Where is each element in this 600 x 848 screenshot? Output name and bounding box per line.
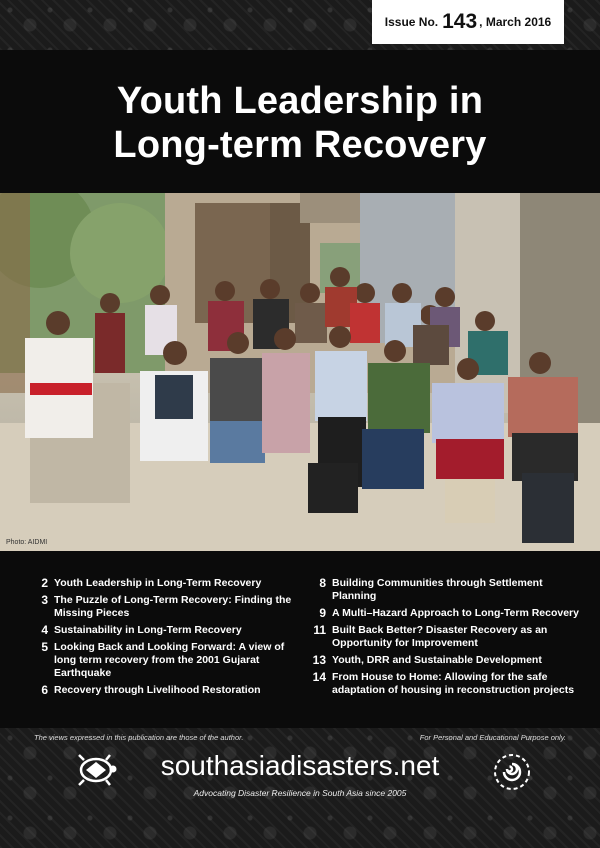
toc-item[interactable] (32, 624, 294, 637)
toc-page-number: 13 (312, 653, 326, 667)
toc-page-number: 2 (41, 576, 48, 590)
disclaimer-views: The views expressed in this publication are those of the author. (34, 733, 244, 742)
toc-article-title: Youth Leadership in Long-Term Recovery (54, 577, 262, 589)
toc-page-number: 6 (41, 683, 48, 697)
table-of-contents (0, 551, 600, 728)
spiral-sun-logo-icon (492, 752, 532, 797)
tagline: Advocating Disaster Resilience in South Asia since 2005 (193, 788, 407, 798)
toc-item[interactable] (32, 684, 294, 697)
toc-right-column (310, 577, 580, 701)
toc-item[interactable] (32, 577, 294, 590)
toc-left-column (32, 577, 294, 701)
toc-item[interactable] (32, 594, 294, 620)
toc-article-title: A Multi–Hazard Approach to Long-Term Recovery (332, 607, 579, 619)
issue-date: , March 2016 (479, 15, 552, 29)
toc-item[interactable] (310, 577, 580, 603)
toc-item[interactable] (310, 654, 580, 667)
photo-credit: Photo: AIDMI (6, 539, 48, 546)
toc-article-title: From House to Home: Allowing for the safe adaptation of housing in reconstruction projects (332, 671, 575, 696)
issue-prefix: Issue No. (384, 15, 439, 29)
toc-article-title: The Puzzle of Long-Term Recovery: Finding the Missing Pieces (54, 594, 292, 619)
toc-item[interactable] (310, 671, 580, 697)
toc-page-number: 3 (41, 593, 48, 607)
toc-page-number: 5 (41, 640, 48, 654)
toc-item[interactable] (310, 607, 580, 620)
toc-article-title: Built Back Better? Disaster Recovery as an Opportunity for Improvement (332, 624, 548, 649)
toc-article-title: Sustainability in Long-Term Recovery (54, 624, 242, 636)
toc-page-number: 4 (41, 623, 48, 637)
issue-label (372, 0, 564, 44)
toc-item[interactable] (310, 624, 580, 650)
cover-title (0, 79, 600, 167)
toc-page-number: 14 (312, 670, 326, 684)
toc-item[interactable] (32, 641, 294, 680)
website-name[interactable]: southasiadisasters.net (160, 750, 440, 781)
disclaimer-purpose: For Personal and Educational Purpose only. (419, 733, 566, 742)
cover-title-line-2: Long-term Recovery (113, 124, 487, 166)
toc-article-title: Recovery through Livelihood Restoration (54, 684, 261, 696)
title-panel (0, 50, 600, 193)
cover-title-line-1: Youth Leadership in (116, 80, 484, 122)
toc-page-number: 9 (319, 606, 326, 620)
toc-article-title: Looking Back and Looking Forward: A view of long term recovery from the 2001 Gujarat Earthquake (54, 641, 285, 679)
toc-article-title: Building Communities through Settlement Planning (332, 577, 543, 602)
toc-article-title: Youth, DRR and Sustainable Development (332, 654, 542, 666)
toc-page-number: 8 (319, 576, 326, 590)
cover-photo (0, 193, 600, 551)
issue-number: 143 (442, 10, 478, 33)
group-photo-illustration (0, 193, 600, 551)
toc-page-number: 11 (313, 623, 326, 637)
